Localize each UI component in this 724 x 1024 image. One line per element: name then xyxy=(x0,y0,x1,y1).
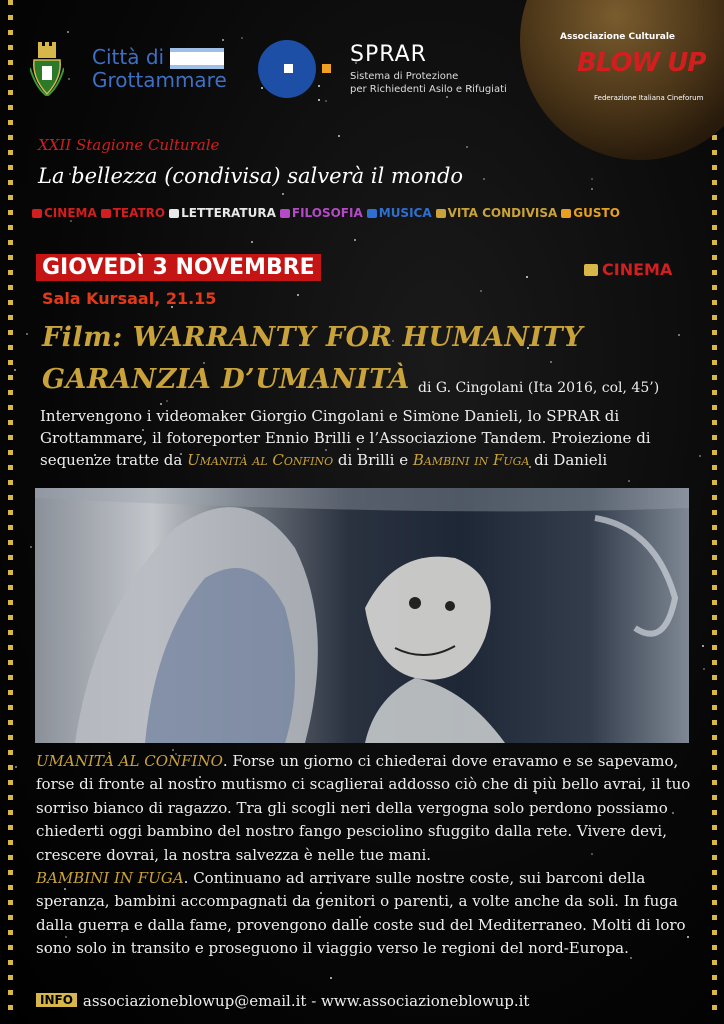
category-filosofia xyxy=(280,206,363,220)
event-category-label: CINEMA xyxy=(602,260,673,279)
intro-text-1: Intervengono i videomaker Giorgio Cingolani e Simone Danieli, lo SPRAR di Grottammare, il fotoreporter Ennio Brilli e l’Associazione Tandem. Proiezione di sequenze tratte da xyxy=(40,407,651,469)
category-label: VITA CONDIVISA xyxy=(447,206,558,220)
city-flag-icon xyxy=(170,48,224,69)
sprar-subtitle xyxy=(350,70,507,96)
blowup-assoc: Associazione Culturale xyxy=(560,32,676,42)
film-title-en: Film: WARRANTY FOR HUMANITY xyxy=(42,322,584,353)
category-icon xyxy=(169,209,179,218)
category-icon xyxy=(436,209,446,218)
intro-title-2: Bambini in Fuga xyxy=(412,451,530,469)
info-contacts[interactable]: associazioneblowup@email.it - www.associazioneblowup.it xyxy=(82,992,530,1010)
blowup-logo: BLOW UP xyxy=(577,48,706,78)
body-heading-1: UMANITÀ AL CONFINO xyxy=(36,752,223,770)
category-list xyxy=(32,206,702,220)
category-icon xyxy=(280,209,290,218)
blowup-federation: Federazione Italiana Cineforum xyxy=(594,94,704,102)
category-label: TEATRO xyxy=(112,206,166,220)
artwork-illustration xyxy=(35,488,689,743)
city-crest-icon xyxy=(30,38,64,96)
intro-title-1: Umanità al Confino xyxy=(187,451,334,469)
category-label: MUSICA xyxy=(378,206,432,220)
category-label: CINEMA xyxy=(44,206,97,220)
film-reel-icon xyxy=(584,264,598,276)
event-date: GIOVEDÌ 3 NOVEMBRE xyxy=(36,254,321,281)
category-label: LETTERATURA xyxy=(181,206,276,220)
category-icon xyxy=(32,209,42,218)
category-gusto xyxy=(561,206,620,220)
category-musica xyxy=(367,206,432,220)
sprar-sub-line1: Sistema di Protezione xyxy=(350,71,459,82)
motto: La bellezza (condivisa) salverà il mondo xyxy=(38,164,464,188)
category-label: GUSTO xyxy=(573,206,620,220)
film-strip-right xyxy=(712,0,718,1024)
sprar-logo-icon xyxy=(258,40,316,98)
category-cinema xyxy=(32,206,97,220)
sprar-sub-line2: per Richiedenti Asilo e Rifugiati xyxy=(350,84,507,95)
category-label: FILOSOFIA xyxy=(291,206,363,220)
category-icon xyxy=(561,209,571,218)
event-intro xyxy=(40,405,690,471)
category-vita-condivisa xyxy=(436,206,558,220)
sprar-title: SPRAR xyxy=(350,42,427,67)
header-logos xyxy=(30,30,530,110)
info-line xyxy=(36,992,529,1010)
city-name xyxy=(92,46,227,91)
category-letteratura xyxy=(169,206,276,220)
category-icon xyxy=(367,209,377,218)
intro-text-3: di Danieli xyxy=(529,451,608,469)
body-text xyxy=(36,750,692,961)
info-tag: INFO xyxy=(36,993,77,1007)
sprar-dot-icon xyxy=(322,64,331,73)
blowup-logo-disc xyxy=(520,0,724,160)
film-title-it: GARANZIA D’UMANITÀ xyxy=(42,364,410,395)
body-heading-2: BAMBINI IN FUGA xyxy=(36,869,184,888)
artwork-image xyxy=(35,488,689,743)
season-title: XXII Stagione Culturale xyxy=(38,136,220,154)
event-category xyxy=(584,260,672,279)
intro-text-2: di Brilli e xyxy=(333,451,413,469)
city-name-line2: Grottammare xyxy=(92,68,227,92)
city-name-line1: Città di xyxy=(92,45,165,69)
film-credit: di G. Cingolani (Ita 2016, col, 45’) xyxy=(418,380,660,396)
category-teatro xyxy=(101,206,165,220)
body-text-2: . Continuano ad arrivare sulle nostre coste, sui barconi della speranza, bambini accompagnati da genitori o parenti, a volte anche da soli. In fuga dalla guerra e dalla fame, provengono dalle coste sud del Mediterraneo. Molti di loro sono solo in transito e proseguono il viaggio verso le regioni del nord-Europa. xyxy=(36,869,686,958)
film-strip-left xyxy=(8,0,14,1024)
category-icon xyxy=(101,209,111,218)
event-venue: Sala Kursaal, 21.15 xyxy=(42,289,217,308)
body-text-1: . Forse un giorno ci chiederai dove eravamo e se sapevamo, forse di fronte al nostro mutismo ci scaglierai addosso ciò che di più bello avrai, il tuo sorriso bianco di ragazzo. Tra gli scogli neri della vergogna solo perdono possiamo chiederti oggi bambino del nostro fango pesciolino sfuggito dalla rete. Vivere devi, crescere dovrai, la nostra salvezza è nelle tue mani. xyxy=(36,752,691,864)
